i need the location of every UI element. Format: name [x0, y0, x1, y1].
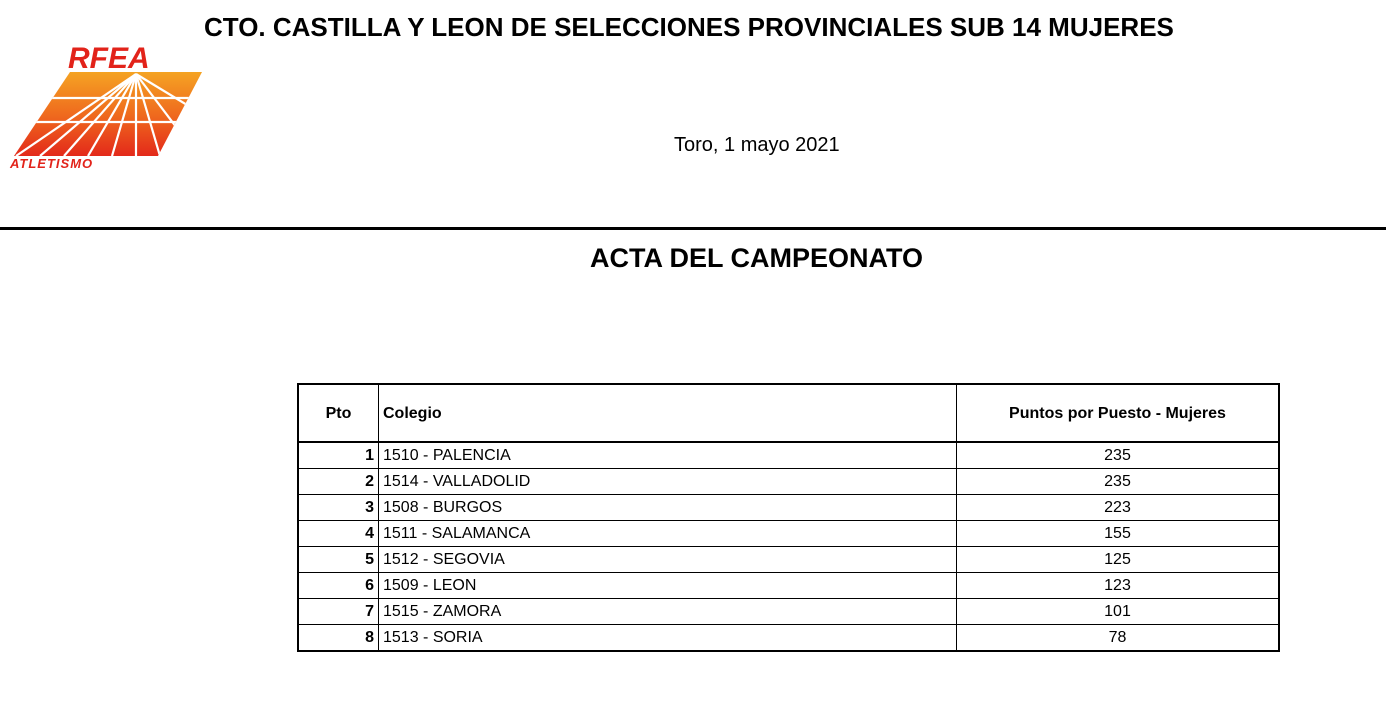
divider [0, 227, 1386, 230]
row-colegio: 1509 - LEON [379, 573, 957, 599]
row-position: 2 [299, 469, 379, 495]
event-date: Toro, 1 mayo 2021 [674, 134, 840, 156]
row-position: 6 [299, 573, 379, 599]
row-colegio: 1508 - BURGOS [379, 495, 957, 521]
table-row [299, 625, 1279, 651]
table-row [299, 495, 1279, 521]
table-row [299, 547, 1279, 573]
row-colegio: 1515 - ZAMORA [379, 599, 957, 625]
header-colegio: Colegio [379, 385, 957, 443]
row-position: 7 [299, 599, 379, 625]
row-colegio: 1513 - SORIA [379, 625, 957, 651]
row-points: 78 [957, 625, 1279, 651]
row-colegio: 1512 - SEGOVIA [379, 547, 957, 573]
row-position: 4 [299, 521, 379, 547]
row-position: 3 [299, 495, 379, 521]
table-row [299, 599, 1279, 625]
row-points: 223 [957, 495, 1279, 521]
rfea-logo [6, 40, 206, 172]
row-colegio: 1514 - VALLADOLID [379, 469, 957, 495]
row-points: 235 [957, 442, 1279, 469]
results-table [298, 384, 1279, 651]
row-position: 8 [299, 625, 379, 651]
row-points: 235 [957, 469, 1279, 495]
row-points: 155 [957, 521, 1279, 547]
table-row [299, 469, 1279, 495]
header-pto: Pto [299, 385, 379, 443]
table-row [299, 521, 1279, 547]
row-points: 125 [957, 547, 1279, 573]
row-points: 101 [957, 599, 1279, 625]
header-puntos: Puntos por Puesto - Mujeres [957, 385, 1279, 443]
row-colegio: 1510 - PALENCIA [379, 442, 957, 469]
row-position: 1 [299, 442, 379, 469]
table-header-row [299, 385, 1279, 443]
section-title: ACTA DEL CAMPEONATO [590, 243, 924, 273]
table-row [299, 442, 1279, 469]
row-points: 123 [957, 573, 1279, 599]
logo-letters: RFEA [68, 42, 150, 75]
table-row [299, 573, 1279, 599]
row-position: 5 [299, 547, 379, 573]
document-title: CTO. CASTILLA Y LEON DE SELECCIONES PROVINCIALES SUB 14 MUJERES [204, 12, 1174, 42]
row-colegio: 1511 - SALAMANCA [379, 521, 957, 547]
logo-subtext: ATLETISMO [10, 156, 94, 171]
